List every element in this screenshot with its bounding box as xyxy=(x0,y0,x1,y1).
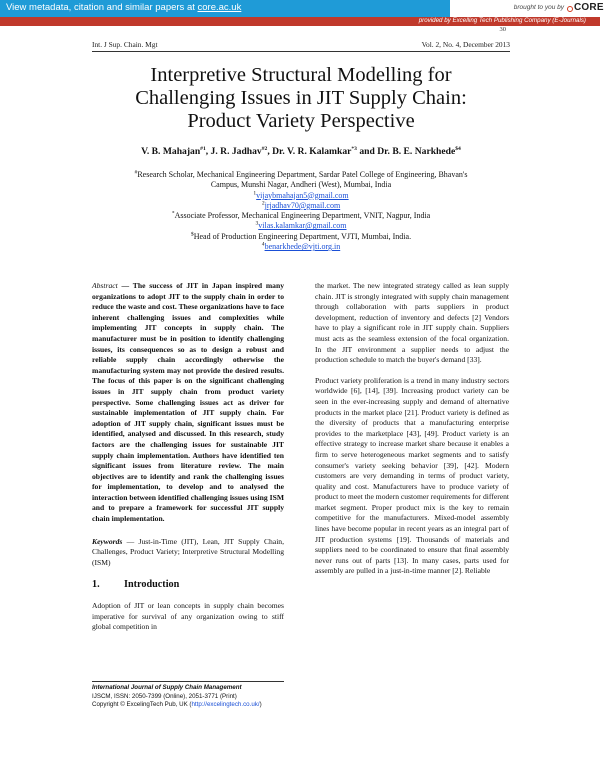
abstract-label: Abstract xyxy=(92,281,118,290)
email-line: $^3$vilas.kalamkar@gmail.com xyxy=(255,220,347,231)
volume-info: Vol. 2, No. 4, December 2013 xyxy=(421,40,510,49)
section-title: Introduction xyxy=(124,579,180,591)
provided-by-text[interactable]: provided by Excelling Tech Publishing Company (E-Journals) xyxy=(418,17,586,24)
keywords: Keywords — Just-in-Time (JIT), Lean, JIT Supply Chain, Challenges, Product Variety; Interpretive Structural Modelling (ISM) xyxy=(92,536,284,567)
email-line: $^2$jrjadhav70@gmail.com xyxy=(261,200,341,210)
author-name: V. B. Mahajan xyxy=(141,146,201,157)
journal-footnote xyxy=(92,684,292,710)
keywords-text: Just-in-Time (JIT), Lean, JIT Supply Chain, Challenges, Product Variety; Interpretive Structural Modelling (ISM) xyxy=(92,536,284,567)
title-line: Challenging Issues in JIT Supply Chain: xyxy=(135,87,467,109)
metadata-link[interactable]: View metadata, citation and similar papers at core.ac.uk xyxy=(6,2,242,13)
author-name: Dr. B. E. Narkhede xyxy=(377,146,456,157)
brought-to-you-by: brought to you by xyxy=(513,4,564,11)
email-line: $^1$vijaybmahajan5@gmail.com xyxy=(253,189,349,200)
affiliation-line: $Head of Production Engineering Department, VJTI, Mumbai, India. xyxy=(190,231,412,241)
intro-paragraph: Adoption of JIT or lean concepts in supply chain becomes imperative for survival of any organization owing to stiff global competition in xyxy=(92,601,284,632)
core-logo-icon[interactable] xyxy=(567,2,604,15)
affiliation-line: #Research Scholar, Mechanical Engineering Department, Sardar Patel College of Engineering, Bhavan's xyxy=(134,169,468,179)
header-rule xyxy=(92,51,510,52)
running-head xyxy=(92,40,510,51)
section-number: 1. xyxy=(92,579,100,591)
core-ac-uk-link[interactable]: core.ac.uk xyxy=(197,2,242,13)
right-column xyxy=(315,281,509,577)
affiliations xyxy=(80,170,522,252)
journal-abbrev: Int. J Sup. Chain. Mgt xyxy=(92,40,158,49)
core-metadata-banner xyxy=(0,0,604,17)
email-link[interactable]: benarkhede@vjti.org.in xyxy=(264,242,341,252)
abstract-text: The success of JIT in Japan inspired many organizations to adopt JIT to the supply chain in order to reduce the waste and cost. These organizations have to face inherent challenging issues and complexities while implementing JIT concepts in supply chain. The manufacturer must be in position to identify challenging issues, its consequences so as to design a robust and reliable supply chain accordingly otherwise the manufacturing system may not provide the desired results. The focus of this paper is on the significant challenging issues in JIT supply chain from product variety perspective. Some challenging issues act as driver for sustainable implementation of JIT supply chain. For adoption of JIT supply chain, significant issues must be identified, analysed and discussed. In this research, study factors are the challenging issues for sustainable JIT supply chain implementation. Authors have identified ten significant issues from literature review. The main objectives are to identify and rank the challenging issues for implementation, to develop and to analysed the interaction between identified challenging issues using ISM and to prepare a framework for successful JIT supply chain implementation. xyxy=(92,281,284,524)
publisher-link[interactable]: http://excelingtech.co.uk/ xyxy=(191,701,260,709)
journal-name: International Journal of Supply Chain Management xyxy=(92,684,242,691)
author-name: Dr. V. R. Kalamkar xyxy=(272,146,352,157)
issn-line: IJSCM, ISSN: 2050-7399 (Online), 2051-3771 (Print) xyxy=(92,692,237,700)
email-link[interactable]: jrjadhav70@gmail.com xyxy=(264,200,341,210)
author-list: V. B. Mahajan$^{\#1}$, J. R. Jadhav$^{\#2}$, Dr. V. R. Kalamkar$^{*3}$ and Dr. B. E. Narkhede$^{\$4}$ xyxy=(141,145,461,157)
email-link[interactable]: vilas.kalamkar@gmail.com xyxy=(258,221,347,231)
section-heading xyxy=(92,580,284,591)
affiliation-line: Campus, Munshi Nagar, Andheri (West), Mumbai, India xyxy=(210,180,392,190)
core-logo-text: CORE xyxy=(574,2,604,13)
copyright-line: Copyright © ExcelingTech Pub, UK (http://excelingtech.co.uk/) xyxy=(92,701,262,709)
author-name: J. R. Jadhav xyxy=(210,146,262,157)
title-line: Product Variety Perspective xyxy=(187,110,415,132)
keywords-label: Keywords xyxy=(92,536,123,546)
abstract: Abstract — The success of JIT in Japan inspired many organizations to adopt JIT to the supply chain in order to reduce the waste and cost. These organizations have to face inherent challenging issues and complexities while implementing JIT concepts in supply chain. The manufacturer must be in position to identify challenging issues, its consequences so as to design a robust and reliable supply chain accordingly otherwise the manufacturing system may not provide the desired results. The focus of this paper is on the significant challenging issues in JIT supply chain from product variety perspective. Some challenging issues act as driver for sustainable implementation of JIT supply chain. For adoption of JIT supply chain, significant issues must be identified, analysed and discussed. In this research, study factors are the challenging issues for sustainable JIT supply chain implementation. Authors have identified ten significant issues from literature review. The main objectives are to identify and rank the challenging issues for implementation, to develop and to analysed the interaction between identified challenging issues using ISM and to prepare a framework for successful JIT supply chain implementation. xyxy=(92,281,284,524)
core-logo-box[interactable] xyxy=(450,0,604,17)
page-number: 30 xyxy=(499,26,506,33)
footnote-rule xyxy=(92,681,284,682)
affiliation-line: *Associate Professor, Mechanical Engineering Department, VNIT, Nagpur, India xyxy=(171,210,431,221)
body-paragraph: the market. The new integrated strategy called as lean supply chain. JIT is strongly integrated with supply chain management through collaboration with parts suppliers in product development, reduction of inventory and defects [2] Vendors have to play a significant role in JIT supply chain. Suppliers must acts as the seamless extension of the focal organization. In the JIT environment a supplier needs to adjust the production schedule to match the buyer's demand [33]. xyxy=(315,281,509,365)
paper-title xyxy=(80,64,522,133)
core-ring-icon xyxy=(567,6,573,12)
provided-by-bar xyxy=(0,17,600,26)
title-line: Interpretive Structural Modelling for xyxy=(150,64,452,86)
body-paragraph: Product variety proliferation is a trend in many industry sectors worldwide [6], [14], [39]. Increasing product variety can be seen in the ever-increasing supply and demand of alternative products in the market place [21]. Product variety is defined as the diversity of products that a manufacturing enterprise provides to the marketplace [43], [49]. Product variety is an effective strategy to increase market share because it enables a firm to serve heterogeneous market segments and to satisfy consumer's variety seeking behavior [39], [42]. Modern customers are very demanding in terms of product variety, quality and cost. Manufacturers have to produce variety of product to meet the modern customer requirements for different market segment. Proper product mix is the key to remain competitive for the manufacturers. Mixed-model assembly lines have become popular in recent years as an integral part of JIT production systems [19]. Thousands of materials and suppliers need to be coordinated to ensure that final assembly never runs out of parts [13]. In many cases, parts used for assembly are pulled in a just-in-time manner [2]. Reliable xyxy=(315,375,509,576)
email-link[interactable]: vijaybmahajan5@gmail.com xyxy=(256,190,349,200)
email-line: $^4$benarkhede@vjti.org.in xyxy=(261,241,341,252)
left-column xyxy=(92,281,284,633)
